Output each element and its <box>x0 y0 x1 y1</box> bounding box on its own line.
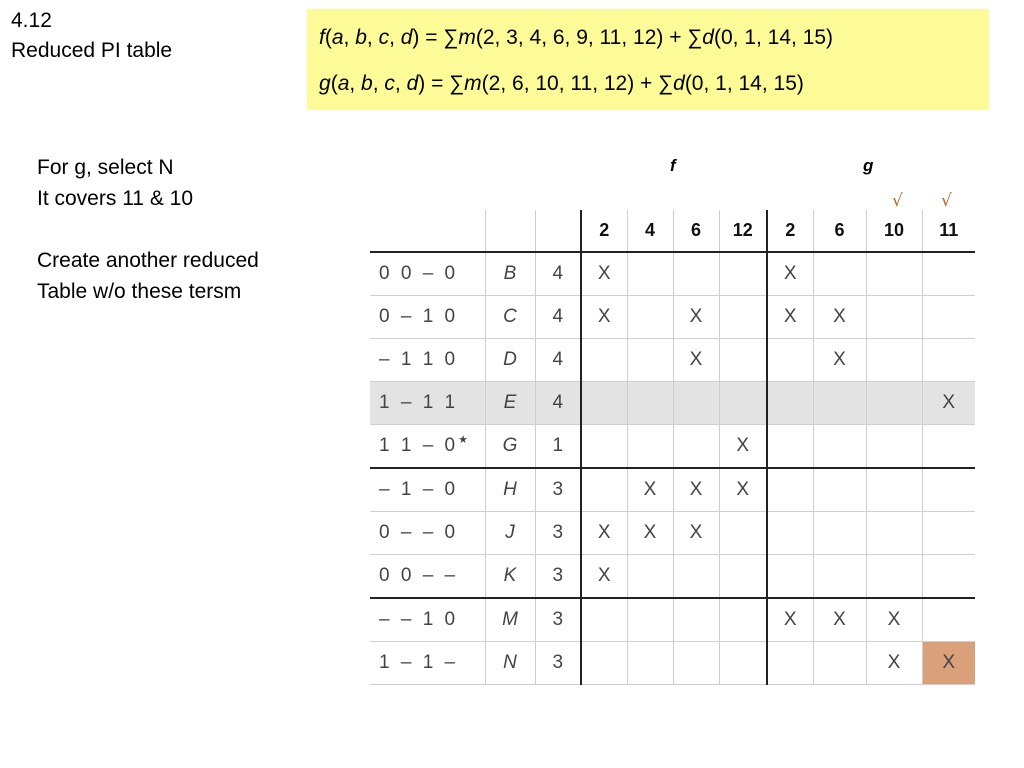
table-row <box>370 339 975 382</box>
empty-cell <box>922 555 975 599</box>
implicant-name: M <box>485 598 535 642</box>
empty-cell <box>581 468 627 512</box>
implicant-cost: 3 <box>535 598 581 642</box>
check-mark-11: √ <box>941 191 952 211</box>
empty-cell <box>719 598 767 642</box>
empty-cell <box>922 598 975 642</box>
cover-mark: X <box>719 468 767 512</box>
formula-g: g(a, b, c, d) = ∑m(2, 6, 10, 11, 12) + ∑d(0, 1, 14, 15) <box>319 72 804 95</box>
minterm-column-header: 4 <box>627 210 673 252</box>
empty-cell <box>813 468 866 512</box>
empty-cell <box>922 339 975 382</box>
empty-cell <box>767 555 813 599</box>
empty-cell <box>719 296 767 339</box>
implicant-cost: 3 <box>535 468 581 512</box>
empty-cell <box>866 425 922 469</box>
implicant-name: D <box>485 339 535 382</box>
check-mark-10: √ <box>892 191 903 211</box>
table-row <box>370 512 975 555</box>
note-line: Create another reduced <box>37 249 259 272</box>
empty-cell <box>767 382 813 425</box>
empty-cell <box>719 252 767 296</box>
empty-cell <box>922 425 975 469</box>
cover-mark: X <box>767 252 813 296</box>
cover-mark: X <box>813 296 866 339</box>
cover-mark: X <box>581 252 627 296</box>
empty-cell <box>866 468 922 512</box>
empty-cell <box>866 339 922 382</box>
formula-f: f(a, b, c, d) = ∑m(2, 3, 4, 6, 9, 11, 12) + ∑d(0, 1, 14, 15) <box>319 26 834 49</box>
cover-mark: X <box>813 598 866 642</box>
cover-mark: X <box>673 512 719 555</box>
empty-cell <box>627 642 673 685</box>
implicant-term: 0 0 – 0 <box>370 252 485 296</box>
cover-mark: X <box>767 598 813 642</box>
minterm-column-header: 10 <box>866 210 922 252</box>
empty-cell <box>627 296 673 339</box>
empty-cell <box>673 382 719 425</box>
implicant-name: J <box>485 512 535 555</box>
implicant-cost: 4 <box>535 339 581 382</box>
minterm-column-header: 6 <box>813 210 866 252</box>
empty-cell <box>627 598 673 642</box>
cover-mark: X <box>813 339 866 382</box>
empty-cell <box>673 642 719 685</box>
empty-cell <box>866 512 922 555</box>
star-icon: ★ <box>458 434 468 446</box>
cover-mark: X <box>581 296 627 339</box>
notes <box>37 152 259 307</box>
pi-table <box>370 210 975 685</box>
empty-cell <box>767 468 813 512</box>
note-line: For g, select N <box>37 156 174 179</box>
table-row <box>370 296 975 339</box>
implicant-cost: 3 <box>535 642 581 685</box>
implicant-cost: 4 <box>535 382 581 425</box>
implicant-term: 0 – – 0 <box>370 512 485 555</box>
implicant-term: – 1 – 0 <box>370 468 485 512</box>
implicant-term: 1 – 1 1 <box>370 382 485 425</box>
empty-cell <box>581 642 627 685</box>
cover-mark: X <box>581 555 627 599</box>
empty-cell <box>581 598 627 642</box>
implicant-term: 0 0 – – <box>370 555 485 599</box>
cover-mark: X <box>767 296 813 339</box>
empty-cell <box>767 512 813 555</box>
implicant-term: 1 – 1 – <box>370 642 485 685</box>
minterm-column-header: 2 <box>767 210 813 252</box>
empty-cell <box>922 296 975 339</box>
empty-cell <box>767 642 813 685</box>
empty-cell <box>866 555 922 599</box>
table-row <box>370 252 975 296</box>
minterm-column-header: 2 <box>581 210 627 252</box>
header-empty-cell <box>535 210 581 252</box>
empty-cell <box>627 382 673 425</box>
implicant-term: – – 1 0 <box>370 598 485 642</box>
implicant-term: 1 1 – 0★ <box>370 425 485 469</box>
implicant-cost: 3 <box>535 512 581 555</box>
minterm-column-header: 11 <box>922 210 975 252</box>
empty-cell <box>813 642 866 685</box>
empty-cell <box>922 468 975 512</box>
implicant-name: H <box>485 468 535 512</box>
empty-cell <box>767 425 813 469</box>
minterm-column-header: 12 <box>719 210 767 252</box>
implicant-cost: 3 <box>535 555 581 599</box>
group-f-label: f <box>670 156 676 175</box>
empty-cell <box>922 512 975 555</box>
empty-cell <box>673 425 719 469</box>
empty-cell <box>866 382 922 425</box>
implicant-name: N <box>485 642 535 685</box>
implicant-cost: 4 <box>535 252 581 296</box>
header-empty-cell <box>370 210 485 252</box>
cover-mark: X <box>581 512 627 555</box>
table-row <box>370 642 975 685</box>
cover-mark: X <box>922 382 975 425</box>
implicant-name: K <box>485 555 535 599</box>
empty-cell <box>581 425 627 469</box>
implicant-name: C <box>485 296 535 339</box>
table-row <box>370 468 975 512</box>
cover-mark: X <box>673 339 719 382</box>
table-row <box>370 382 975 425</box>
minterm-column-header: 6 <box>673 210 719 252</box>
empty-cell <box>813 252 866 296</box>
table-row <box>370 425 975 469</box>
empty-cell <box>719 555 767 599</box>
implicant-term: – 1 1 0 <box>370 339 485 382</box>
empty-cell <box>673 598 719 642</box>
empty-cell <box>719 339 767 382</box>
formula-box <box>307 9 989 110</box>
empty-cell <box>673 555 719 599</box>
empty-cell <box>719 512 767 555</box>
cover-mark: X <box>866 642 922 685</box>
empty-cell <box>627 252 673 296</box>
implicant-name: B <box>485 252 535 296</box>
empty-cell <box>627 425 673 469</box>
empty-cell <box>813 512 866 555</box>
empty-cell <box>719 642 767 685</box>
table-header-row <box>370 210 975 252</box>
group-g-label: g <box>863 156 874 175</box>
implicant-cost: 4 <box>535 296 581 339</box>
empty-cell <box>922 252 975 296</box>
note-line: It covers 11 & 10 <box>37 187 194 210</box>
empty-cell <box>813 555 866 599</box>
slide-title <box>11 6 172 66</box>
cover-mark: X <box>673 468 719 512</box>
empty-cell <box>767 339 813 382</box>
cover-mark: X <box>719 425 767 469</box>
empty-cell <box>866 252 922 296</box>
empty-cell <box>813 382 866 425</box>
empty-cell <box>866 296 922 339</box>
empty-cell <box>719 382 767 425</box>
slide-number: 4.12 <box>11 9 52 32</box>
cover-mark: X <box>673 296 719 339</box>
table-row <box>370 598 975 642</box>
implicant-name: G <box>485 425 535 469</box>
empty-cell <box>581 339 627 382</box>
implicant-name: E <box>485 382 535 425</box>
implicant-term: 0 – 1 0 <box>370 296 485 339</box>
empty-cell <box>813 425 866 469</box>
cover-mark: X <box>627 512 673 555</box>
cover-mark: X <box>922 642 975 685</box>
empty-cell <box>581 382 627 425</box>
cover-mark: X <box>627 468 673 512</box>
empty-cell <box>627 555 673 599</box>
slide-heading: Reduced PI table <box>11 39 173 62</box>
cover-mark: X <box>866 598 922 642</box>
header-empty-cell <box>485 210 535 252</box>
implicant-cost: 1 <box>535 425 581 469</box>
note-line: Table w/o these tersm <box>37 280 242 303</box>
empty-cell <box>673 252 719 296</box>
empty-cell <box>627 339 673 382</box>
table-row <box>370 555 975 599</box>
